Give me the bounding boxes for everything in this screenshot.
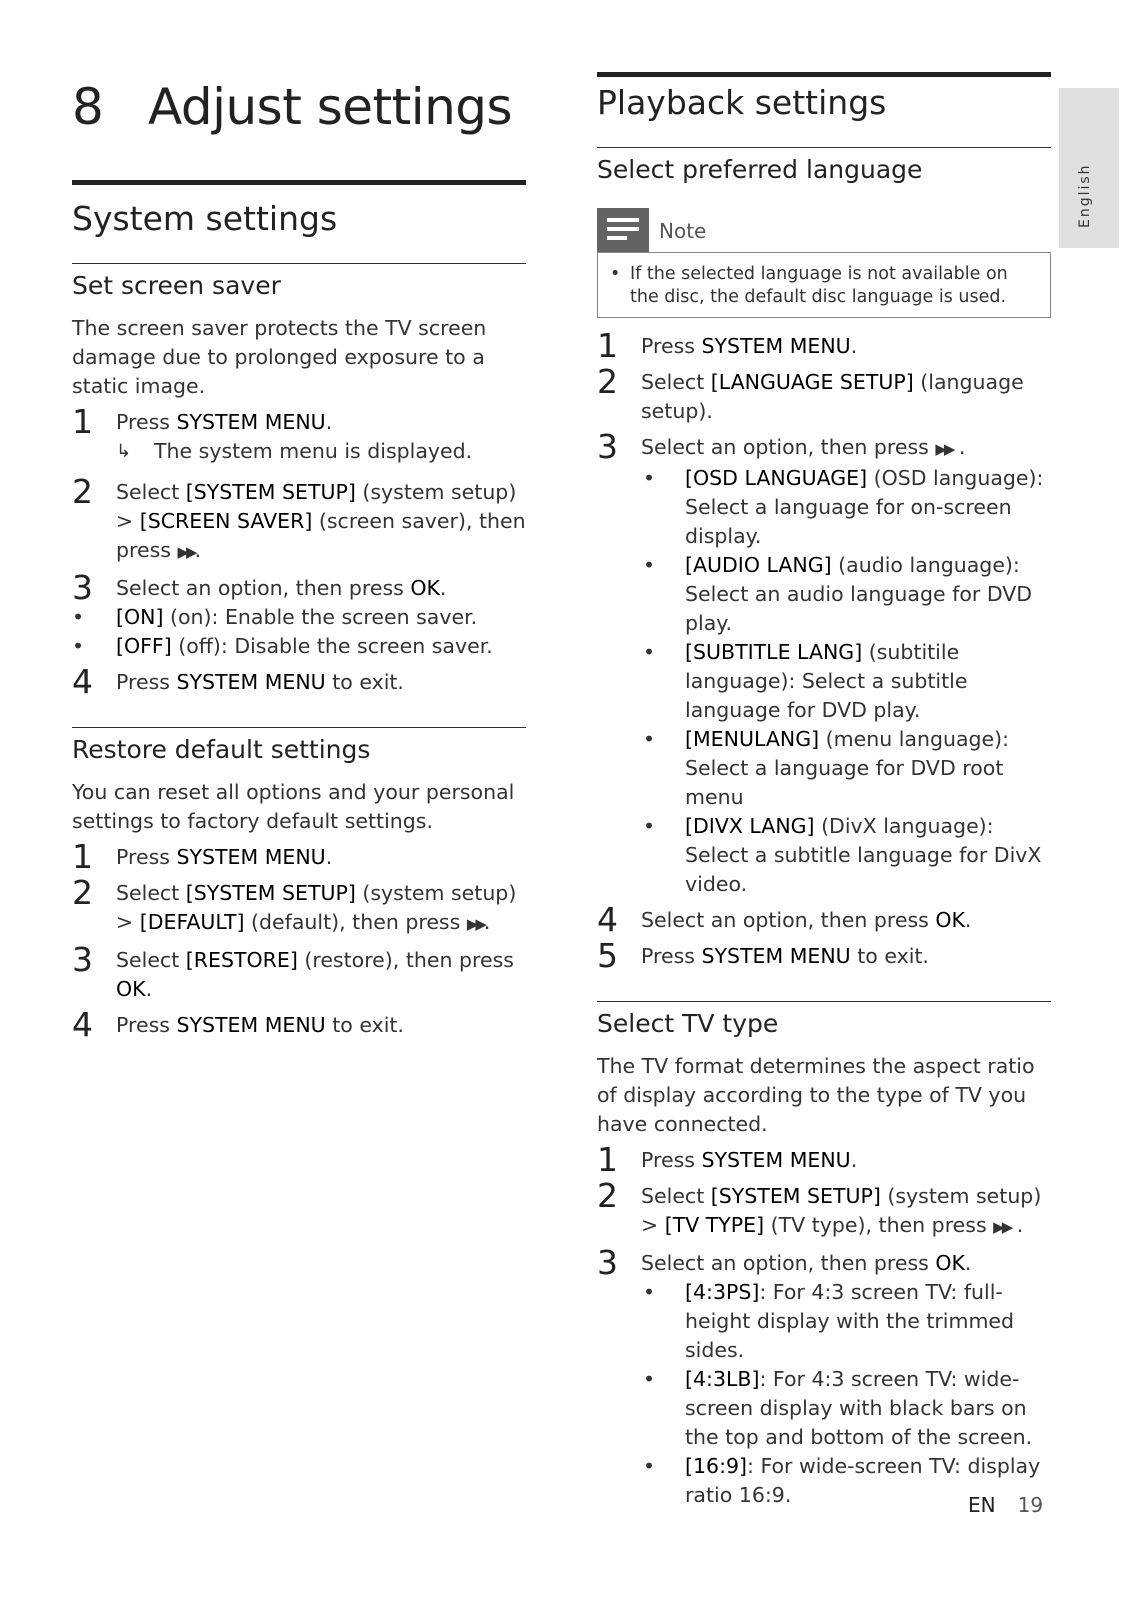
option-text: (subtitile language): Select a subtitle language for DVD play.: [685, 640, 968, 722]
bullet-icon: •: [643, 727, 656, 751]
step-text: .: [194, 538, 202, 562]
option-key: [4:3PS]: [685, 1280, 760, 1304]
restore-steps: [72, 837, 526, 1044]
key-label: OK: [935, 908, 965, 932]
option-key: [DIVX LANG]: [685, 814, 815, 838]
step: [597, 1140, 1051, 1179]
key-label: SYSTEM MENU: [176, 670, 326, 694]
key-label: [SYSTEM SETUP]: [185, 881, 356, 905]
key-label: SYSTEM MENU: [176, 845, 326, 869]
step-text: Press: [116, 410, 177, 434]
option-key: [OSD LANGUAGE]: [685, 466, 868, 490]
footer-language: EN: [968, 1493, 996, 1517]
bullet-icon: •: [643, 1367, 656, 1391]
step: [72, 568, 526, 661]
page-footer: [968, 1493, 1043, 1517]
key-label: [SYSTEM SETUP]: [185, 480, 356, 504]
step-text: (default), then press: [244, 910, 467, 934]
step-number: 1: [72, 402, 93, 441]
step-text: Select an option, then press: [641, 435, 936, 459]
left-column: [72, 72, 526, 1044]
system-settings-heading: System settings: [72, 199, 338, 238]
bullet-icon: •: [72, 634, 85, 658]
step-text: (restore), then press: [297, 948, 514, 972]
step-text: .: [483, 910, 491, 934]
option-text: : For 4:3 screen TV: wide-screen display with black bars on the top and bottom of the screen.: [685, 1367, 1033, 1449]
key-label: [DEFAULT]: [139, 910, 245, 934]
bullet-item: [641, 1365, 1051, 1452]
step-text: (TV type), then press: [764, 1213, 994, 1237]
fast-forward-icon: ▶▶: [935, 440, 953, 458]
step: [597, 1243, 1051, 1510]
key-label: SYSTEM MENU: [176, 410, 326, 434]
step-number: 1: [597, 1140, 618, 1179]
key-label: [SCREEN SAVER]: [139, 509, 313, 533]
chapter-title-text: Adjust settings: [148, 78, 513, 136]
bullet-item: [641, 1278, 1051, 1365]
section-divider: [72, 180, 526, 185]
key-label: SYSTEM MENU: [701, 334, 851, 358]
page-number: 19: [1017, 1493, 1044, 1517]
note-header: [597, 208, 1051, 252]
bullet-icon: •: [610, 264, 621, 284]
bullet-item: [641, 551, 1051, 638]
bullet-item: [72, 603, 526, 632]
step-text: Select an option, then press: [641, 908, 936, 932]
step-number: 2: [597, 362, 618, 401]
restore-intro: You can reset all options and your personal settings to factory default settings.: [72, 780, 515, 833]
step: [72, 662, 526, 701]
option-text: (menu language): Select a language for DVD root menu: [685, 727, 1010, 809]
step-text: Select: [116, 948, 186, 972]
step-number: 1: [72, 837, 93, 876]
step-text: .: [850, 1148, 858, 1172]
step: [597, 362, 1051, 426]
bullet-icon: •: [643, 1454, 656, 1478]
option-key: [4:3LB]: [685, 1367, 760, 1391]
step-text: Select: [116, 480, 186, 504]
step-text: .: [850, 334, 858, 358]
fast-forward-icon: ▶▶: [177, 543, 195, 561]
step: [72, 1005, 526, 1044]
note-text: If the selected language is not available on the disc, the default disc language is used.: [630, 264, 1008, 307]
option-key: [16:9]: [685, 1454, 748, 1478]
bullet-icon: •: [643, 1280, 656, 1304]
fast-forward-icon: ▶▶: [993, 1218, 1011, 1236]
step-text: .: [145, 977, 153, 1001]
section-divider: [597, 72, 1051, 77]
step-number: 3: [72, 940, 93, 979]
step-number: 2: [72, 873, 93, 912]
restore-default-heading: Restore default settings: [72, 735, 371, 764]
option-text: : For wide-screen TV: display ratio 16:9.: [685, 1454, 1041, 1507]
key-label: [LANGUAGE SETUP]: [710, 370, 914, 394]
bullet-item: [641, 725, 1051, 812]
step-text: to exit.: [850, 944, 929, 968]
step-text: (system setup) >: [116, 881, 517, 934]
screen-saver-intro: The screen saver protects the TV screen damage due to prolonged exposure to a static image.: [72, 316, 487, 398]
step: [72, 837, 526, 876]
bullet-item: [72, 632, 526, 661]
screen-saver-steps: [72, 402, 526, 701]
step: [597, 936, 1051, 975]
step-number: 4: [72, 1005, 93, 1044]
key-label: [RESTORE]: [185, 948, 298, 972]
step-text: .: [964, 1251, 972, 1275]
step-text: Select: [116, 881, 186, 905]
step-text: .: [1010, 1213, 1024, 1237]
step-number: 2: [72, 472, 93, 511]
step: [72, 402, 526, 466]
option-text: : For 4:3 screen TV: full-height display with the trimmed sides.: [685, 1280, 1015, 1362]
key-label: SYSTEM MENU: [701, 944, 851, 968]
playback-settings-heading: Playback settings: [597, 83, 887, 122]
step-number: 3: [597, 1243, 618, 1282]
select-language-heading: Select preferred language: [597, 155, 923, 184]
step: [72, 873, 526, 939]
note-box: [597, 252, 1051, 318]
side-tab-label: English: [1077, 163, 1093, 228]
step-text: (language setup).: [641, 370, 1024, 423]
step-text: Select: [641, 1184, 711, 1208]
bullet-icon: •: [643, 640, 656, 664]
option-text: (audio language): Select an audio language for DVD play.: [685, 553, 1033, 635]
option-key: [OFF]: [116, 634, 172, 658]
language-steps: [597, 326, 1051, 975]
option-key: [ON]: [116, 605, 164, 629]
note-icon: [597, 208, 649, 252]
result-arrow-icon: ↳: [116, 441, 132, 462]
step-text: .: [325, 845, 333, 869]
step-number: 3: [597, 427, 618, 466]
option-text: (off): Disable the screen saver.: [171, 634, 493, 658]
note-title: Note: [659, 219, 707, 243]
step-number: 3: [72, 568, 93, 607]
step-text: Select an option, then press: [641, 1251, 936, 1275]
note-bullet: [610, 263, 1038, 309]
option-text: (on): Enable the screen saver.: [163, 605, 478, 629]
step-number: 1: [597, 326, 618, 365]
step-text: Select an option, then press: [116, 576, 411, 600]
language-side-tab: [1059, 88, 1119, 248]
result-text: The system menu is displayed.: [154, 439, 473, 463]
key-label: SYSTEM MENU: [701, 1148, 851, 1172]
step-text: Press: [641, 334, 702, 358]
key-label: [TV TYPE]: [664, 1213, 765, 1237]
step-text: to exit.: [325, 670, 404, 694]
bullet-icon: •: [643, 466, 656, 490]
tv-type-steps: [597, 1140, 1051, 1510]
step-text: Press: [116, 670, 177, 694]
step-text: Select: [641, 370, 711, 394]
bullet-icon: •: [643, 553, 656, 577]
option-text: (DivX language): Select a subtitle language for DivX video.: [685, 814, 1042, 896]
step-number: 2: [597, 1176, 618, 1215]
step: [72, 472, 526, 567]
step-text: (system setup) >: [641, 1184, 1042, 1237]
chapter-number: 8: [72, 78, 104, 136]
step-text: .: [964, 908, 972, 932]
bullet-icon: •: [72, 605, 85, 629]
select-tv-type-heading: Select TV type: [597, 1009, 779, 1038]
option-key: [AUDIO LANG]: [685, 553, 832, 577]
bullet-item: [641, 464, 1051, 551]
step-number: 5: [597, 936, 618, 975]
tv-type-intro: The TV format determines the aspect ratio of display according to the type of TV you have connected.: [597, 1054, 1035, 1136]
key-label: SYSTEM MENU: [176, 1013, 326, 1037]
step: [597, 900, 1051, 939]
option-key: [MENULANG]: [685, 727, 820, 751]
step: [597, 1176, 1051, 1242]
fast-forward-icon: ▶▶: [466, 915, 484, 933]
step-text: Press: [641, 1148, 702, 1172]
key-label: OK: [410, 576, 440, 600]
bullet-item: [641, 812, 1051, 899]
step-text: .: [952, 435, 966, 459]
step: [72, 940, 526, 1004]
step: [597, 427, 1051, 899]
key-label: OK: [116, 977, 146, 1001]
result-line: [116, 437, 526, 466]
set-screen-saver-heading: Set screen saver: [72, 271, 281, 300]
option-text: (OSD language): Select a language for on-screen display.: [685, 466, 1044, 548]
option-key: [SUBTITLE LANG]: [685, 640, 863, 664]
step-number: 4: [597, 900, 618, 939]
step-text: Press: [116, 845, 177, 869]
step-number: 4: [72, 662, 93, 701]
step-text: Press: [116, 1013, 177, 1037]
step: [597, 326, 1051, 365]
bullet-icon: •: [643, 814, 656, 838]
step-text: .: [439, 576, 447, 600]
step-text: Press: [641, 944, 702, 968]
right-column: [597, 72, 1051, 1510]
key-label: OK: [935, 1251, 965, 1275]
step-text: (system setup) >: [116, 480, 517, 533]
key-label: [SYSTEM SETUP]: [710, 1184, 881, 1208]
step-text: .: [325, 410, 333, 434]
step-text: to exit.: [325, 1013, 404, 1037]
chapter-title: [72, 72, 526, 180]
bullet-item: [641, 638, 1051, 725]
step-text: (screen saver), then press: [116, 509, 526, 562]
